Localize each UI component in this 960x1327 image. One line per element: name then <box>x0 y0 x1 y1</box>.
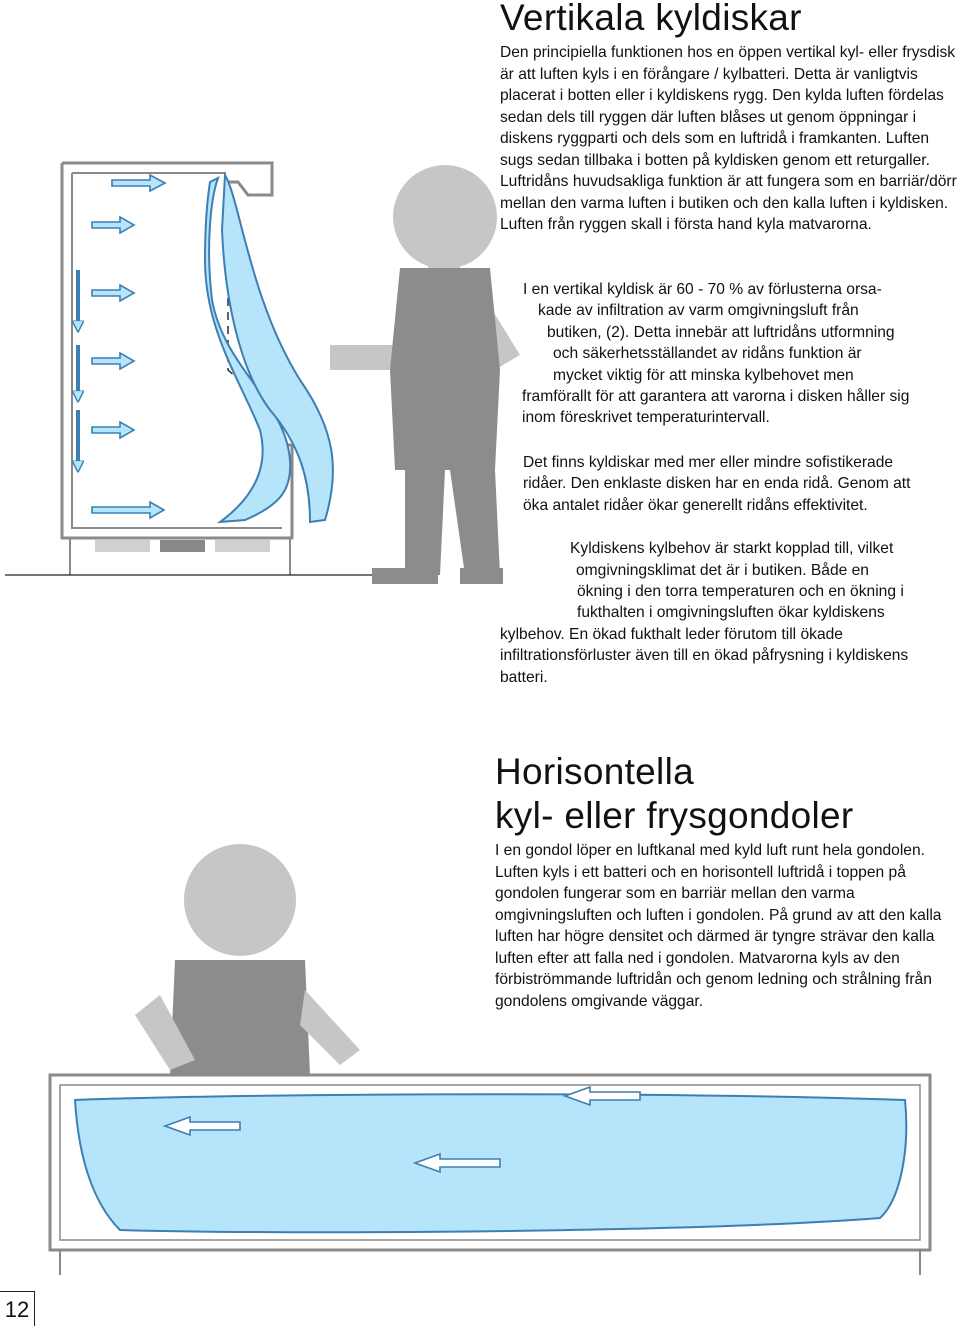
text-line: kylbehov. En ökad fukthalt leder förutom till ökade <box>500 626 843 643</box>
text-line: öka antalet ridåer ökar generellt ridåns effektivitet. <box>523 497 868 514</box>
text-line: ridåer. Den enklaste disken har en enda ridå. Genom att <box>523 475 911 492</box>
text-line: och säkerhetsställandet av ridåns funktion är <box>553 345 862 362</box>
heading-line: Horisontella <box>495 751 694 792</box>
text-line: Kyldiskens kylbehov är starkt kopplad till, vilket <box>570 540 894 557</box>
text-line: ökning i den torra temperaturen och en ökning i <box>577 583 904 600</box>
paragraph-gondol: I en gondol löper en luftkanal med kyld luft runt hela gondolen. Luften kyls i ett batteri och en horisontell luftridå i toppen på gondolen fungerar som en barriär mellan den varma omgivningsluften och luften i gondolen. På grund av att den kalla luften har högre densitet och därmed är tyngre strävar den kalla luften efter att falla ned i gondolen. Matvarorna kyls av den förbiströmmande luftridån och genom ledning och strålning från gondolens omgivande väggar. <box>495 842 942 1010</box>
text-line: inom föreskrivet temperaturintervall. <box>522 409 770 426</box>
text-line: fukthalten i omgivningsluften ökar kyldiskens <box>577 604 885 621</box>
paragraph-vertikala-intro: Den principiella funktionen hos en öppen vertikal kyl- eller frysdisk är att luften kyls i en förångare / kylbatteri. Detta är vanligtvis placerat i botten eller i kyldiskens rygg. Den kylda luften fördelas sedan dels till ryggen där luften blåses ut genom öppningar i diskens ryggparti och dels som en luftridå i framkanten. Luften sugs sedan tillbaka i botten på kyldisken genom ett returgaller. Luftridåns huvudsakliga funktion är att fungera som en barriär/dörr mellan den varma luften i butiken och den kalla luften i kyldisken. Luften från ryggen skall i första hand kyla matvarorna. <box>500 44 957 233</box>
text-line: batteri. <box>500 669 548 686</box>
text-line: butiken, (2). Detta innebär att luftridåns utformning <box>547 324 895 341</box>
text-line: framförallt för att garantera att varorna i disken håller sig <box>522 388 910 405</box>
text-line: I en vertikal kyldisk är 60 - 70 % av förlusterna orsa- <box>523 281 882 298</box>
person-figure-upper <box>330 165 520 584</box>
heading-vertikala-kyldiskar: Vertikala kyldiskar <box>500 0 802 38</box>
text-line: mycket viktig för att minska kylbehovet men <box>553 367 854 384</box>
text-line: infiltrationsförluster även till en ökad påfrysning i kyldiskens <box>500 647 909 664</box>
text-line: omgivningsklimat det är i butiken. Både en <box>576 562 869 579</box>
page-number: 12 <box>0 1291 34 1327</box>
page-number-divider <box>34 1291 35 1326</box>
heading-horisontella-kyl-eller-frysgondoler <box>495 750 854 838</box>
person-figure-lower <box>135 844 360 1075</box>
heading-line: kyl- eller frysgondoler <box>495 795 854 836</box>
air-flow-arrows <box>78 175 165 518</box>
text-line: Det finns kyldiskar med mer eller mindre sofistikerade <box>523 454 894 471</box>
case-base-vents <box>95 540 270 552</box>
text-line: kade av infiltration av varm omgivningsluft från <box>538 302 859 319</box>
